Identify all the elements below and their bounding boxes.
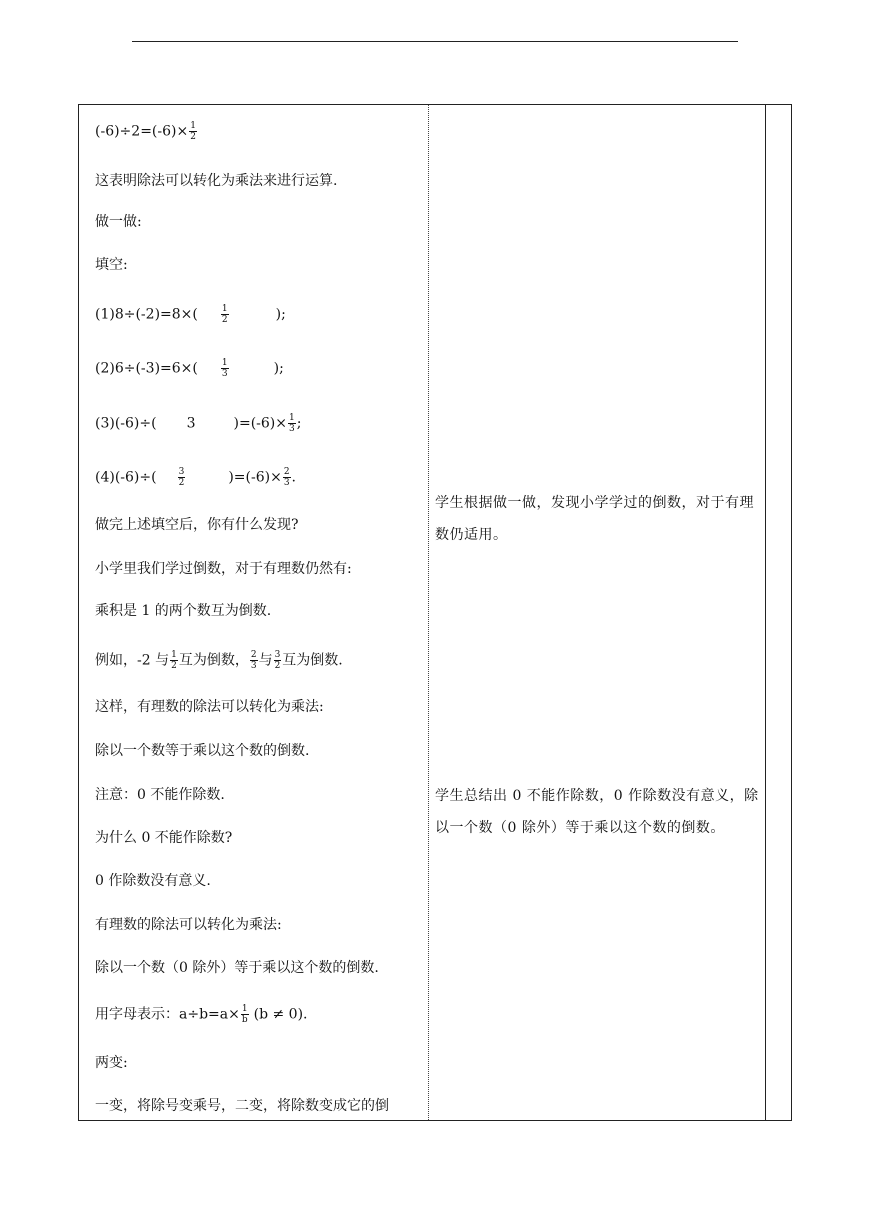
recall-text: 小学里我们学过倒数，对于有理数仍然有: [95,561,352,577]
header-rule [132,41,738,42]
answer-fraction: $\frac{3}{2}$ [178,467,185,488]
reciprocal-definition: 乘积是 1 的两个数互为倒数. [95,603,272,619]
note-text: 注意：0 不能作除数. [95,787,225,803]
student-activity-1: 学生根据做一做，发现小学学过的倒数，对于有理数仍适用。 [435,495,754,543]
fraction: $\frac{3}{2}$ [274,650,281,671]
answer-fraction: $\frac{1}{2}$ [221,304,228,325]
student-activity-2: 学生总结出 0 不能作除数，0 作除数没有意义，除以一个数（0 除外）等于乘以这个数的倒数。 [435,788,759,836]
question-4: (4)(-6)÷( $\frac{3}{2}$ )=(-6)× $\frac{2}{3}$ . [95,467,296,488]
fraction: $\frac{2}{3}$ [250,650,257,671]
why-question: 为什么 0 不能作除数? [95,830,233,846]
summary-text: 这表明除法可以转化为乘法来进行运算. [95,173,338,189]
discover-question: 做完上述填空后，你有什么发现? [95,517,299,533]
question-1: (1)8÷(-2)=8×( $\frac{1}{2}$ ); [95,304,286,325]
fraction: $\frac{1}{3}$ [289,413,295,434]
fraction: $\frac{2}{3}$ [283,467,290,488]
fraction: $\frac{1}{2}$ [171,650,177,671]
lesson-table [78,104,792,1121]
fraction: $\frac{1}{2}$ [190,121,196,142]
try-it-heading: 做一做: [95,214,142,230]
meaning-text: 0 作除数没有意义. [95,873,211,889]
example-line: 例如，-2 与 $\frac{1}{2}$ 互为倒数， $\frac{2}{3}$ 与 $\frac{3}{2}$ 互为倒数. [95,650,343,671]
fill-heading: 填空: [95,257,128,273]
rule-title: 有理数的除法可以转化为乘法: [95,917,282,933]
column-divider-dotted [428,105,429,1120]
column-divider-solid [765,105,766,1120]
thus-text: 这样，有理数的除法可以转化为乘法: [95,699,324,715]
two-changes-heading: 两变: [95,1055,128,1071]
two-changes-text: 一变，将除号变乘号，二变，将除数变成它的倒 [95,1098,389,1114]
question-3: (3)(-6)÷( 3 )=(-6)× $\frac{1}{3}$ ; [95,413,302,434]
letter-formula: 用字母表示：a÷b=a× $\frac{1}{b}$ (b ≠ 0). [95,1004,308,1025]
question-2: (2)6÷(-3)=6×( $\frac{1}{3}$ ); [95,358,284,379]
equation-intro: (-6)÷2=(-6)× $\frac{1}{2}$ [95,121,196,142]
answer-fraction: $\frac{1}{3}$ [221,358,228,379]
division-rule: 除以一个数等于乘以这个数的倒数. [95,743,310,759]
fraction: $\frac{1}{b}$ [241,1004,248,1025]
division-rule-full: 除以一个数（0 除外）等于乘以这个数的倒数. [95,960,379,976]
